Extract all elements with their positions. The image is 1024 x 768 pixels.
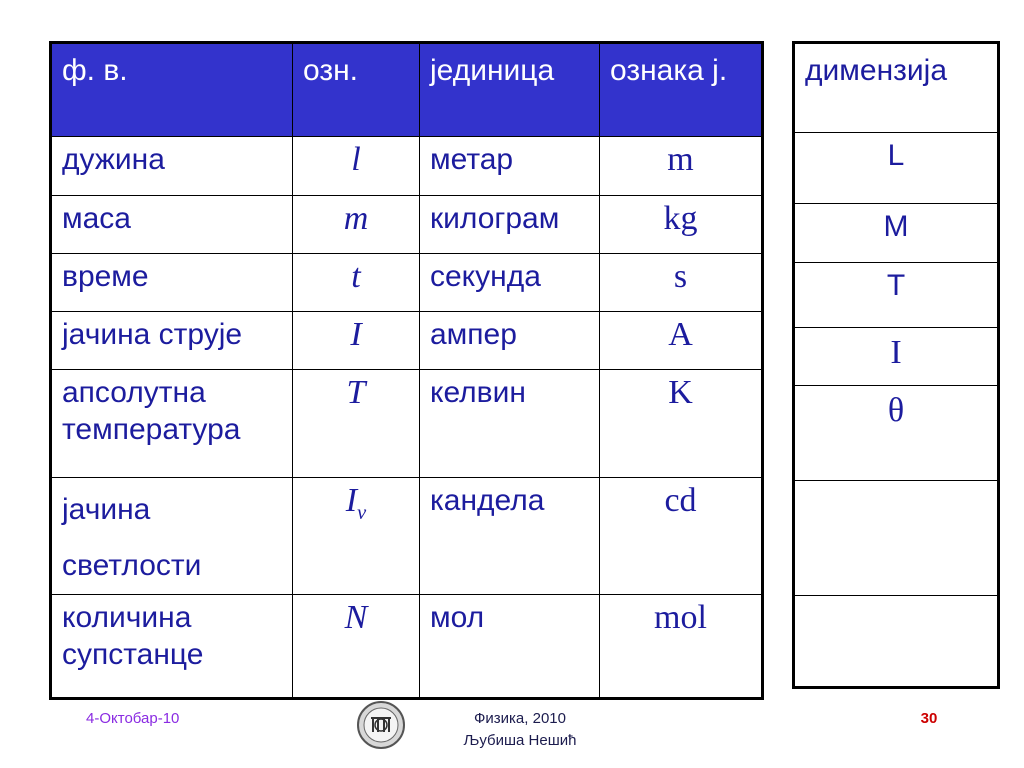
symbol-cell: N xyxy=(293,595,420,699)
dimensions-table xyxy=(792,41,1000,689)
table-row xyxy=(51,196,763,254)
symbol-cell xyxy=(293,478,420,595)
unit-symbol-cell: mol xyxy=(600,595,763,699)
unit-cell: метар xyxy=(420,137,600,196)
footer-author: Љубиша Нешић xyxy=(463,732,577,749)
dimension-cell: L xyxy=(794,133,999,204)
quantities-table xyxy=(49,41,764,700)
footer-course: Физика, 2010 xyxy=(474,710,566,727)
dimension-cell: θ xyxy=(794,386,999,481)
quantity-line: супстанце xyxy=(62,638,204,671)
symbol-cell: t xyxy=(293,254,420,312)
unit-cell: ампер xyxy=(420,312,600,370)
quantity-cell xyxy=(51,478,293,595)
page-number: 30 xyxy=(920,710,938,727)
unit-symbol-cell: m xyxy=(600,137,763,196)
header-unit: јединица xyxy=(420,43,600,137)
quantity-cell xyxy=(51,595,293,699)
dimension-cell: M xyxy=(794,204,999,263)
footer-date: 4-Октобар-10 xyxy=(86,710,180,727)
dimensions-header: димензија xyxy=(794,43,999,133)
unit-symbol-cell: A xyxy=(600,312,763,370)
unit-cell: секунда xyxy=(420,254,600,312)
unit-cell: мол xyxy=(420,595,600,699)
table-header-row xyxy=(51,43,763,137)
unit-cell: кандела xyxy=(420,478,600,595)
dimension-cell: I xyxy=(794,328,999,386)
header-symbol: озн. xyxy=(293,43,420,137)
faculty-seal-icon xyxy=(356,700,406,750)
quantity-line: јачина xyxy=(62,493,151,526)
quantity-cell: маса xyxy=(51,196,293,254)
unit-symbol-cell: s xyxy=(600,254,763,312)
symbol-cell: I xyxy=(293,312,420,370)
table-row xyxy=(51,254,763,312)
symbol-cell: T xyxy=(293,370,420,478)
quantity-cell: јачина струје xyxy=(51,312,293,370)
header-quantity: ф. в. xyxy=(51,43,293,137)
unit-cell: килограм xyxy=(420,196,600,254)
unit-cell: келвин xyxy=(420,370,600,478)
dimension-cell: T xyxy=(794,263,999,328)
table-row xyxy=(51,312,763,370)
quantity-line: светлости xyxy=(62,549,202,582)
table-row xyxy=(51,595,763,699)
quantity-line: температура xyxy=(62,413,241,446)
quantity-cell xyxy=(51,370,293,478)
table-row xyxy=(51,478,763,595)
quantity-line: апсолутна xyxy=(62,376,206,409)
unit-symbol-cell: cd xyxy=(600,478,763,595)
footer-title xyxy=(440,708,600,752)
quantity-line: количина xyxy=(62,601,192,634)
quantity-cell: дужина xyxy=(51,137,293,196)
symbol-cell: m xyxy=(293,196,420,254)
symbol-cell: l xyxy=(293,137,420,196)
symbol-subscript: v xyxy=(357,501,367,524)
table-row xyxy=(51,370,763,478)
symbol-main: I xyxy=(345,482,358,519)
dimension-cell xyxy=(794,596,999,688)
header-unit-symbol: ознака ј. xyxy=(600,43,763,137)
dimension-cell xyxy=(794,481,999,596)
unit-symbol-cell: kg xyxy=(600,196,763,254)
table-row xyxy=(51,137,763,196)
unit-symbol-cell: K xyxy=(600,370,763,478)
quantity-cell: време xyxy=(51,254,293,312)
